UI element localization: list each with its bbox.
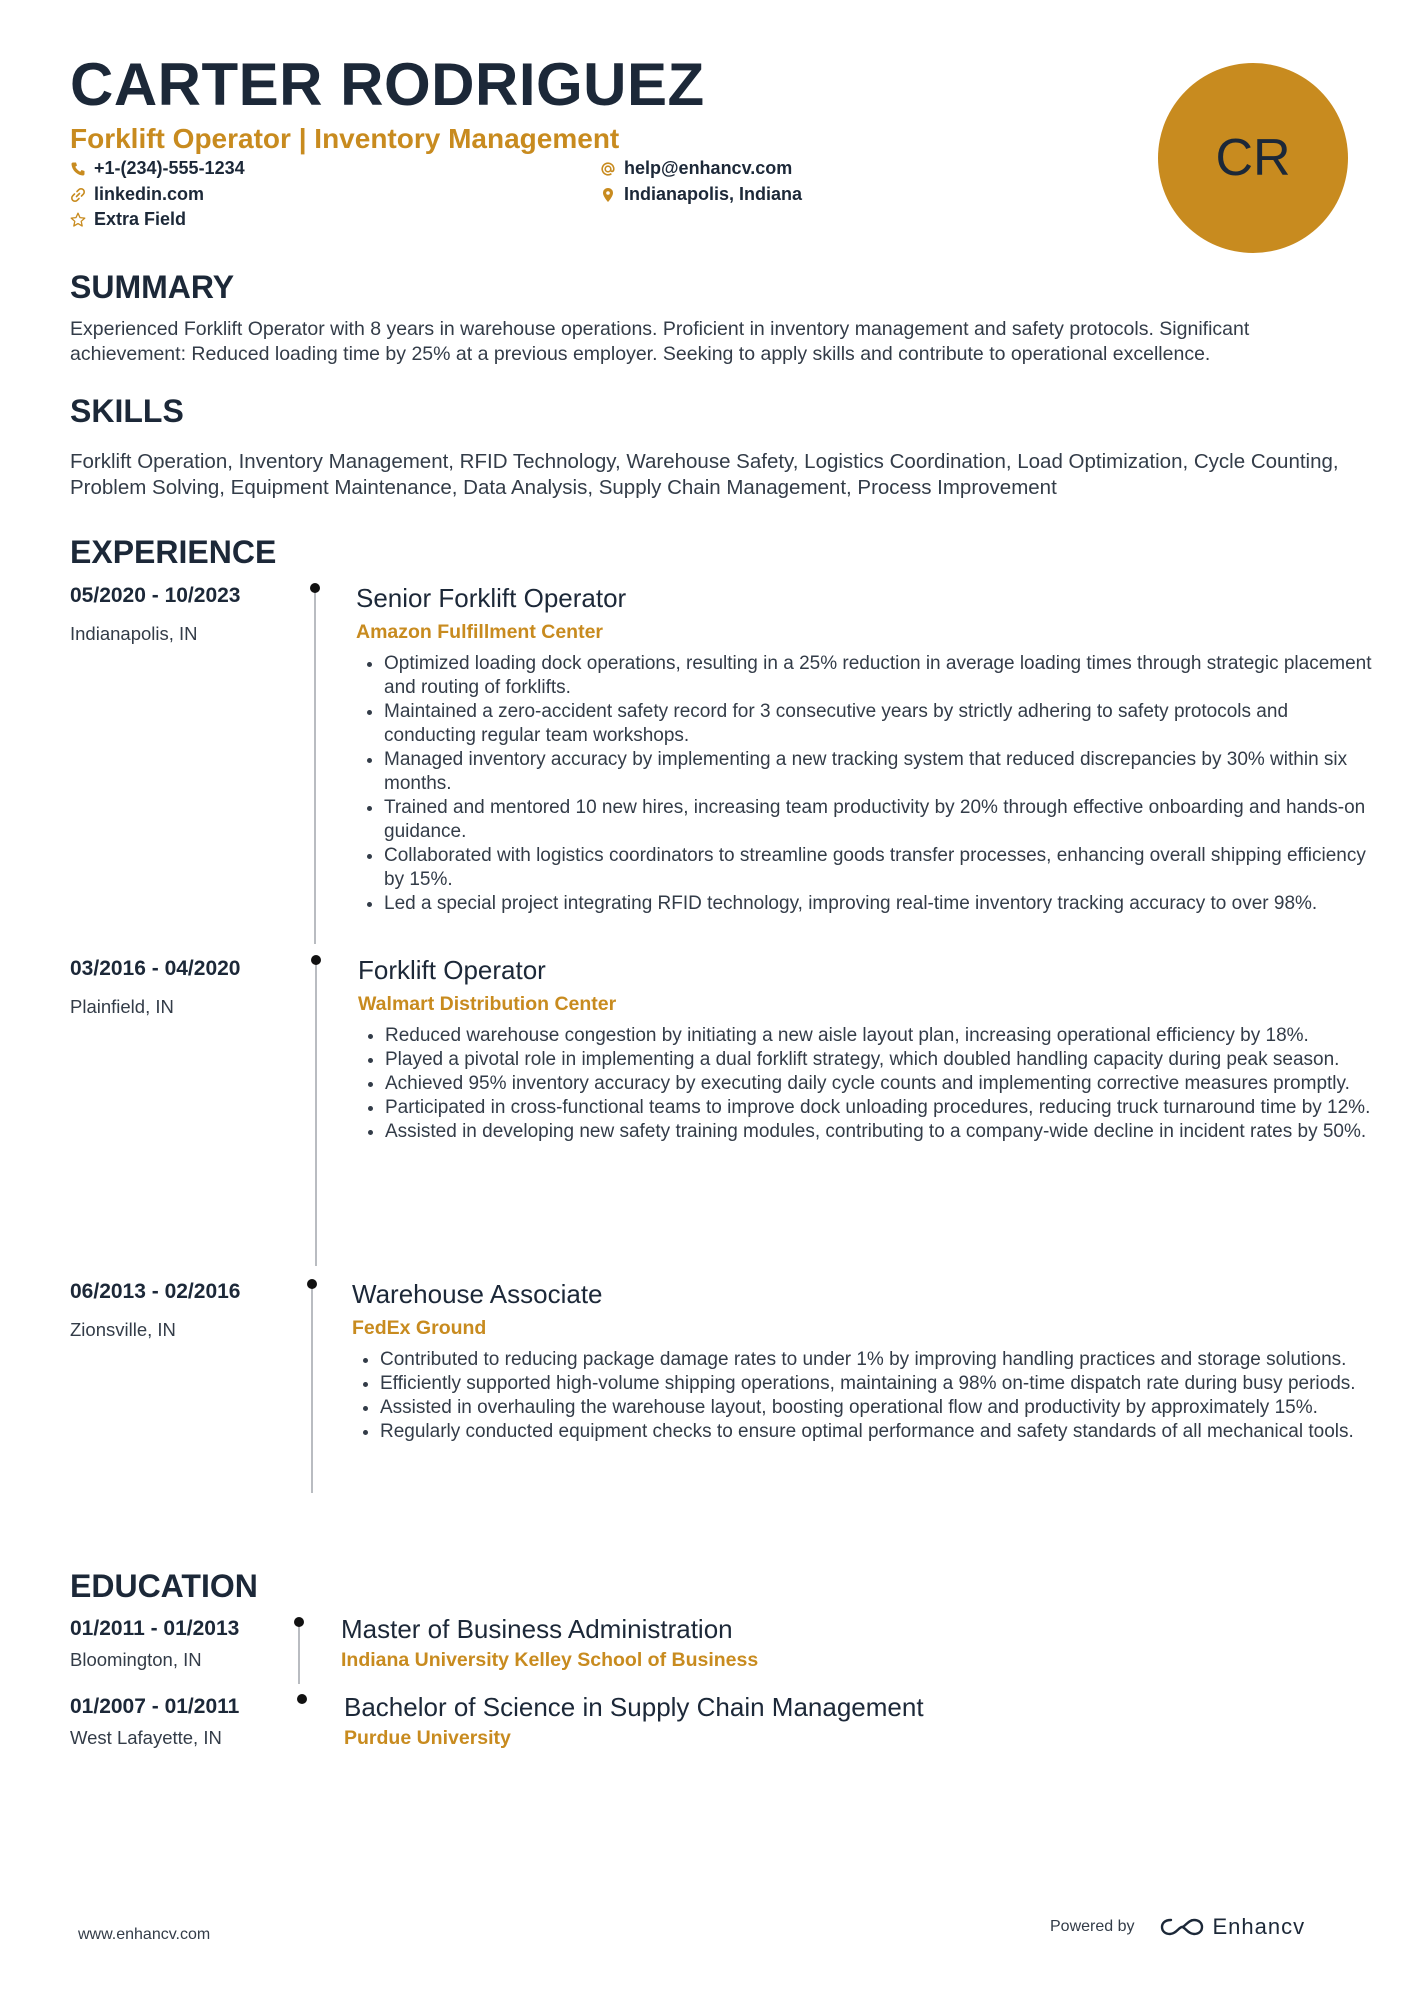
job-company: Walmart Distribution Center — [358, 993, 617, 1015]
at-icon — [600, 161, 616, 177]
timeline-dot — [297, 1694, 307, 1704]
powered-by-text: Powered by — [1050, 1918, 1135, 1935]
timeline-dot — [307, 1279, 317, 1289]
education-dates: 01/2011 - 01/2013 — [70, 1617, 240, 1640]
linkedin-text: linkedin.com — [94, 184, 205, 204]
list-item: • Regularly conducted equipment checks to ensure optimal performance and safety standards of all mechanical tools. — [380, 1420, 1370, 1444]
job-title: Warehouse Associate — [352, 1279, 603, 1309]
contact-email[interactable] — [600, 158, 792, 179]
job-location: Plainfield, IN — [70, 996, 174, 1017]
brand-name: Enhancv — [1212, 1914, 1306, 1939]
star-icon — [70, 212, 86, 228]
timeline-dot — [311, 955, 321, 965]
experience-heading: EXPERIENCE — [70, 534, 277, 570]
enhancv-logo[interactable] — [1159, 1914, 1306, 1940]
skills-text: Forklift Operation, Inventory Management, RFID Technology, Warehouse Safety, Logistics Coordination, Load Optimization, Cycle Counting, Problem Solving, Equipment Maintenance, Data Analysis, Supply Chain Management, Process Improvement — [70, 450, 1339, 499]
job-dates: 06/2013 - 02/2016 — [70, 1280, 241, 1303]
job-bullets — [358, 652, 1374, 916]
list-item: • Assisted in developing new safety training modules, contributing to a company-wide decline in incident rates by 50%. — [385, 1120, 1375, 1144]
list-item: • Efficiently supported high-volume shipping operations, maintaining a 98% on-time dispatch rate during busy periods. — [380, 1372, 1370, 1396]
job-location: Indianapolis, IN — [70, 623, 198, 644]
summary-heading: SUMMARY — [70, 269, 235, 305]
list-item: • Reduced warehouse congestion by initiating a new aisle layout plan, increasing operational efficiency by 18%. — [385, 1024, 1375, 1048]
job-bullets — [354, 1348, 1370, 1444]
location-text: Indianapolis, Indiana — [624, 184, 803, 204]
education-dates: 01/2007 - 01/2011 — [70, 1695, 240, 1718]
location-pin-icon — [600, 187, 616, 203]
candidate-name: CARTER RODRIGUEZ — [70, 51, 705, 118]
list-item: • Collaborated with logistics coordinators to streamline goods transfer processes, enhancing overall shipping efficiency by 15%. — [384, 844, 1374, 892]
job-title: Forklift Operator — [358, 955, 546, 985]
list-item: • Optimized loading dock operations, resulting in a 25% reduction in average loading times through strategic placement and routing of forklifts. — [384, 652, 1374, 700]
list-item: • Participated in cross-functional teams to improve dock unloading procedures, reducing truck turnaround time by 12%. — [385, 1096, 1375, 1120]
list-item: • Led a special project integrating RFID technology, improving real-time inventory tracking accuracy to over 98%. — [384, 892, 1374, 916]
avatar — [1158, 63, 1348, 253]
email-text: help@enhancv.com — [624, 158, 793, 178]
list-item: • Assisted in overhauling the warehouse layout, boosting operational flow and productivity by approximately 15%. — [380, 1396, 1370, 1420]
link-icon — [70, 187, 86, 203]
education-degree: Master of Business Administration — [341, 1614, 733, 1644]
extra-field-text: Extra Field — [94, 209, 187, 229]
summary-text: Experienced Forklift Operator with 8 years in warehouse operations. Proficient in inventory management and safety protocols. Significant achievement: Reduced loading time by 25% at a previous employer. Seeking to apply skills and contribute to operational excellence. — [70, 318, 1250, 365]
list-item: • Managed inventory accuracy by implementing a new tracking system that reduced discrepancies by 30% within six months. — [384, 748, 1374, 796]
headline: Forklift Operator | Inventory Management — [70, 123, 620, 154]
education-school: Purdue University — [344, 1727, 511, 1749]
education-location: Bloomington, IN — [70, 1649, 202, 1670]
timeline-line — [315, 964, 317, 1266]
list-item: • Played a pivotal role in implementing a dual forklift strategy, which doubled handling capacity during peak season. — [385, 1048, 1375, 1072]
infinity-logo-icon — [1159, 1916, 1205, 1938]
job-location: Zionsville, IN — [70, 1319, 176, 1340]
phone-icon — [70, 161, 86, 177]
phone-text: +1-(234)-555-1234 — [94, 158, 245, 178]
timeline-dot — [310, 583, 320, 593]
job-dates: 03/2016 - 04/2020 — [70, 957, 241, 980]
education-location: West Lafayette, IN — [70, 1727, 222, 1748]
education-degree: Bachelor of Science in Supply Chain Management — [344, 1692, 924, 1722]
job-dates: 05/2020 - 10/2023 — [70, 584, 241, 607]
list-item: • Achieved 95% inventory accuracy by executing daily cycle counts and implementing corrective measures promptly. — [385, 1072, 1375, 1096]
contact-phone[interactable] — [70, 158, 245, 179]
job-bullets — [359, 1024, 1375, 1144]
contact-linkedin[interactable] — [70, 184, 204, 205]
footer-website[interactable]: www.enhancv.com — [78, 1926, 211, 1943]
list-item: • Contributed to reducing package damage rates to under 1% by improving handling practices and storage solutions. — [380, 1348, 1370, 1372]
timeline-line — [311, 1288, 313, 1493]
timeline-line — [314, 592, 316, 944]
education-heading: EDUCATION — [70, 1568, 258, 1604]
contact-location — [600, 184, 802, 205]
skills-heading: SKILLS — [70, 393, 184, 429]
job-company: FedEx Ground — [352, 1317, 487, 1339]
timeline-dot — [294, 1617, 304, 1627]
avatar-initials: CR — [1215, 129, 1291, 187]
footer-powered — [1050, 1914, 1305, 1940]
list-item: • Trained and mentored 10 new hires, increasing team productivity by 20% through effective onboarding and hands-on guidance. — [384, 796, 1374, 844]
contact-extra — [70, 209, 186, 230]
job-title: Senior Forklift Operator — [356, 583, 627, 613]
job-company: Amazon Fulfillment Center — [356, 621, 604, 643]
education-school: Indiana University Kelley School of Business — [341, 1649, 759, 1671]
timeline-line — [298, 1626, 300, 1684]
list-item: • Maintained a zero-accident safety record for 3 consecutive years by strictly adhering to safety protocols and conducting regular team workshops. — [384, 700, 1374, 748]
